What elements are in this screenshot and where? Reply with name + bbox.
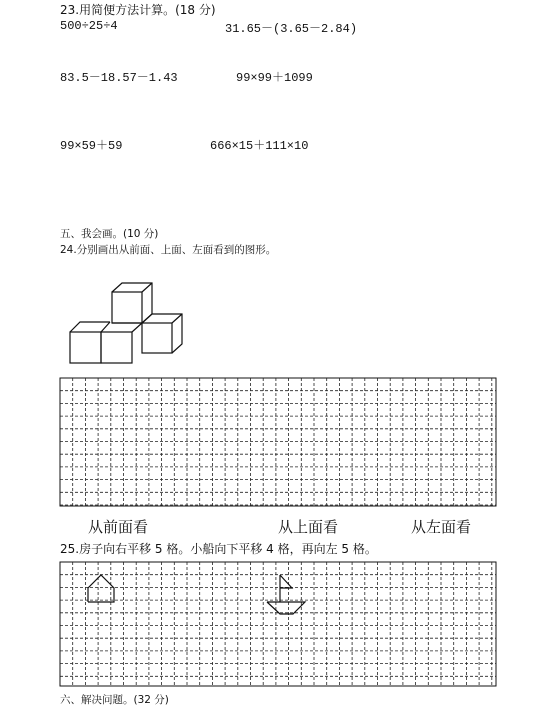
- q24-title: 24.分别画出从前面、上面、左面看到的图形。: [60, 244, 277, 256]
- view-label-top: 从上面看: [278, 518, 339, 536]
- q23-expression-4: 99×99＋1099: [236, 71, 313, 85]
- q23-expression-3: 83.5－18.57－1.43: [60, 71, 178, 85]
- boat-shape: [267, 575, 305, 614]
- q23-expression-5: 99×59＋59: [60, 139, 123, 153]
- house-shape: [88, 575, 114, 602]
- section-5-title: 五、我会画。(10 分): [60, 228, 159, 240]
- q23-expression-2: 31.65－(3.65－2.84): [225, 22, 358, 36]
- view-label-left: 从左面看: [411, 518, 472, 536]
- q23-expression-1: 500÷25÷4: [60, 19, 118, 33]
- q25-title: 25.房子向右平移 5 格。小船向下平移 4 格，再向左 5 格。: [60, 542, 377, 556]
- q23-title: 23.用简便方法计算。(18 分): [60, 3, 216, 17]
- view-label-front: 从前面看: [88, 518, 149, 536]
- section-6-title: 六、解决问题。(32 分): [60, 694, 169, 706]
- q23-expression-6: 666×15＋111×10: [210, 139, 309, 153]
